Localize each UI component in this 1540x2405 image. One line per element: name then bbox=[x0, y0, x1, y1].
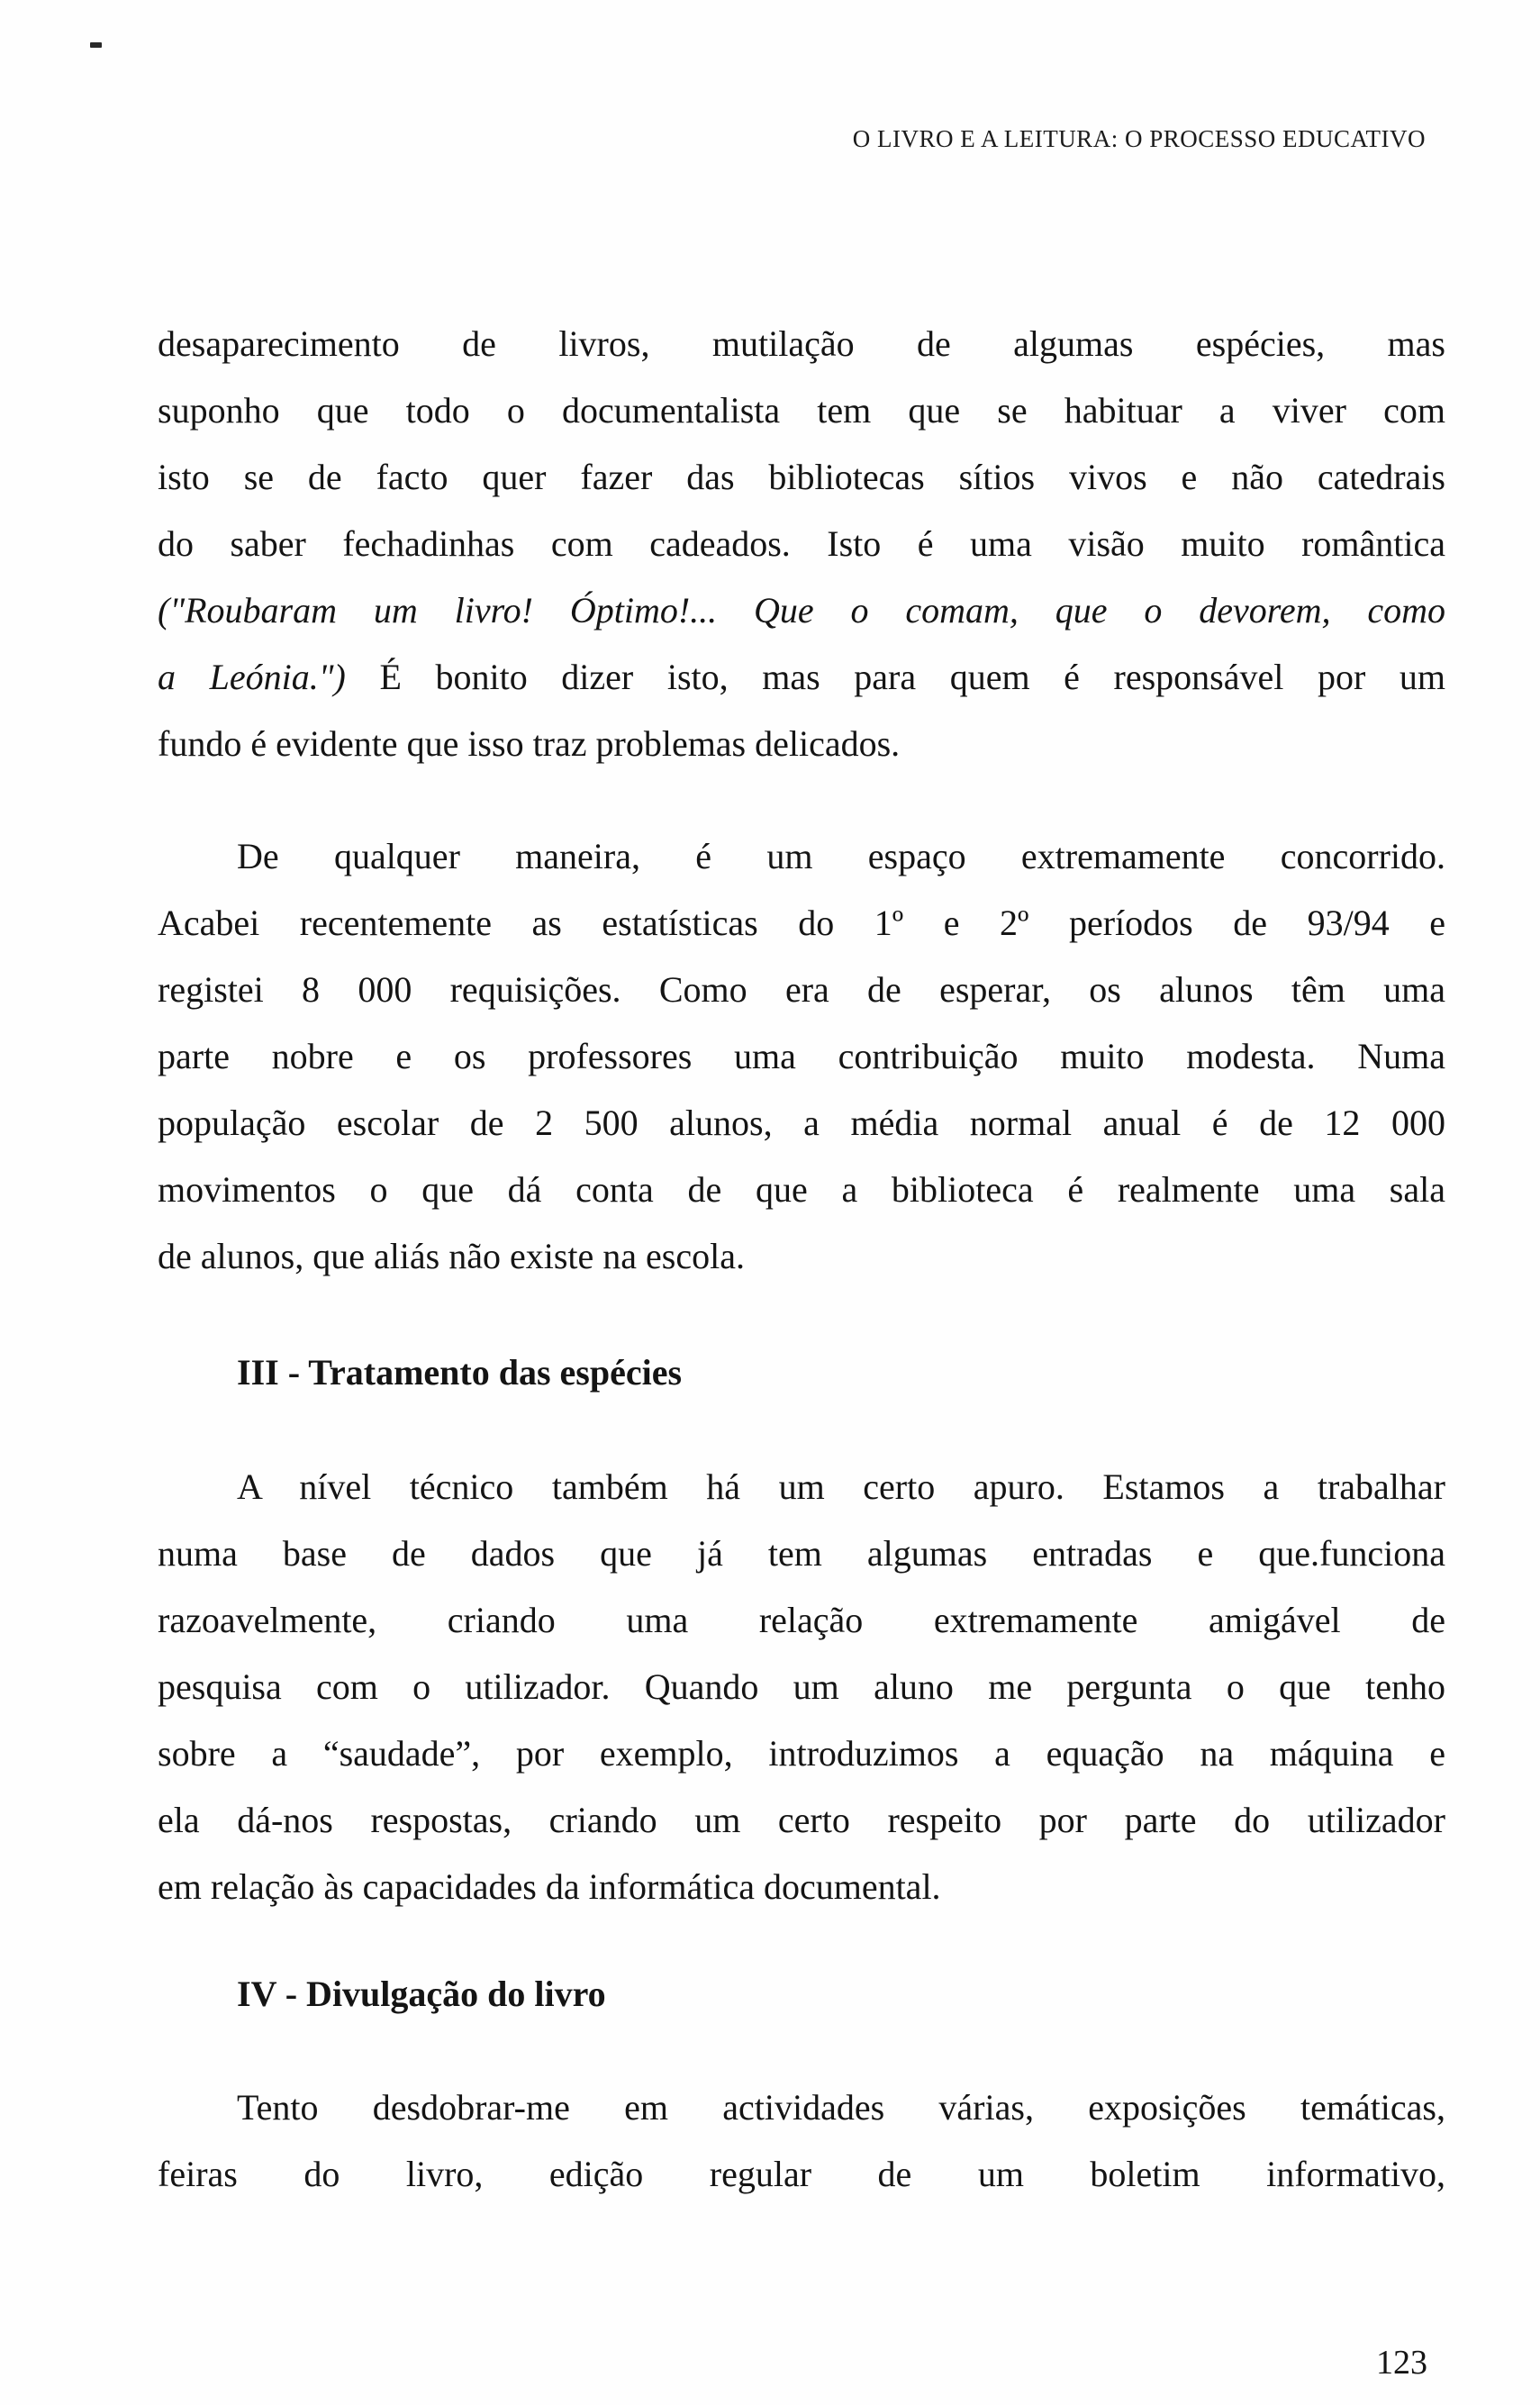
text-run: movimentos o que dá conta de que a biblioteca é realmente uma sala bbox=[158, 1169, 1445, 1210]
text-run: sobre a “saudade”, por exemplo, introduzimos a equação na máquina e bbox=[158, 1733, 1445, 1774]
text-line bbox=[158, 1787, 1445, 1854]
text-run: registei 8 000 requisições. Como era de esperar, os alunos têm uma bbox=[158, 969, 1445, 1010]
text-line bbox=[158, 1023, 1445, 1090]
text-run: isto se de facto quer fazer das bibliotecas sítios vivos e não catedrais bbox=[158, 457, 1445, 497]
page-number: 123 bbox=[1376, 2344, 1427, 2382]
text-line bbox=[158, 644, 1445, 711]
ink-speck bbox=[90, 42, 102, 48]
text-run: do saber fechadinhas com cadeados. Isto é uma visão muito romântica bbox=[158, 523, 1445, 564]
paragraph bbox=[158, 2074, 1445, 2208]
text-line bbox=[158, 377, 1445, 444]
section-heading: IV - Divulgação do livro bbox=[237, 1974, 606, 2014]
text-line bbox=[158, 1854, 1445, 1920]
text-line bbox=[158, 1654, 1445, 1720]
text-line bbox=[158, 1454, 1445, 1520]
text-line bbox=[158, 2141, 1445, 2208]
text-run: suponho que todo o documentalista tem que se habituar a viver com bbox=[158, 390, 1445, 431]
text-line bbox=[158, 2074, 1445, 2141]
text-run: ela dá-nos respostas, criando um certo respeito por parte do utilizador bbox=[158, 1800, 1445, 1840]
text-run: de alunos, que aliás não existe na escola. bbox=[158, 1236, 745, 1276]
text-line bbox=[158, 1157, 1445, 1223]
text-run: Tento desdobrar-me em actividades várias, exposições temáticas, bbox=[237, 2087, 1445, 2128]
text-line bbox=[158, 511, 1445, 577]
text-line bbox=[158, 311, 1445, 377]
text-run: É bonito dizer isto, mas para quem é responsável por um bbox=[379, 657, 1445, 697]
paragraph bbox=[158, 311, 1445, 777]
text-run: fundo é evidente que isso traz problemas delicados. bbox=[158, 723, 901, 764]
running-header: O LIVRO E A LEITURA: O PROCESSO EDUCATIVO bbox=[852, 125, 1426, 152]
text-run: De qualquer maneira, é um espaço extremamente concorrido. bbox=[237, 836, 1445, 876]
text-line bbox=[158, 577, 1445, 644]
paragraph bbox=[158, 823, 1445, 1290]
text-line bbox=[158, 823, 1445, 890]
text-blocks bbox=[158, 311, 1445, 2208]
text-line bbox=[158, 1587, 1445, 1654]
text-line bbox=[158, 1223, 1445, 1290]
text-run: população escolar de 2 500 alunos, a média normal anual é de 12 000 bbox=[158, 1103, 1445, 1143]
text-run: pesquisa com o utilizador. Quando um aluno me pergunta o que tenho bbox=[158, 1666, 1445, 1707]
paragraph bbox=[158, 1454, 1445, 1920]
text-line bbox=[158, 957, 1445, 1023]
text-run: em relação às capacidades da informática documental. bbox=[158, 1866, 941, 1907]
text-line bbox=[158, 1520, 1445, 1587]
text-run: feiras do livro, edição regular de um boletim informativo, bbox=[158, 2154, 1445, 2194]
text-line bbox=[158, 890, 1445, 957]
text-run: Acabei recentemente as estatísticas do 1º e 2º períodos de 93/94 e bbox=[158, 903, 1445, 943]
text-line bbox=[158, 1720, 1445, 1787]
italic-text-run: ("Roubaram um livro! Óptimo!... Que o comam, que o devorem, como bbox=[158, 590, 1445, 631]
text-run: desaparecimento de livros, mutilação de algumas espécies, mas bbox=[158, 323, 1445, 364]
section-heading: III - Tratamento das espécies bbox=[237, 1352, 683, 1393]
text-flow bbox=[158, 0, 1445, 2383]
text-run: numa base de dados que já tem algumas entradas e que.funciona bbox=[158, 1533, 1445, 1574]
text-run: razoavelmente, criando uma relação extremamente amigável de bbox=[158, 1600, 1445, 1640]
text-run: A nível técnico também há um certo apuro. Estamos a trabalhar bbox=[237, 1466, 1445, 1507]
italic-text-run: a Leónia.") bbox=[158, 657, 380, 697]
text-line bbox=[158, 444, 1445, 511]
text-line bbox=[158, 711, 1445, 777]
text-run: parte nobre e os professores uma contribuição muito modesta. Numa bbox=[158, 1036, 1445, 1076]
text-line bbox=[158, 1090, 1445, 1157]
